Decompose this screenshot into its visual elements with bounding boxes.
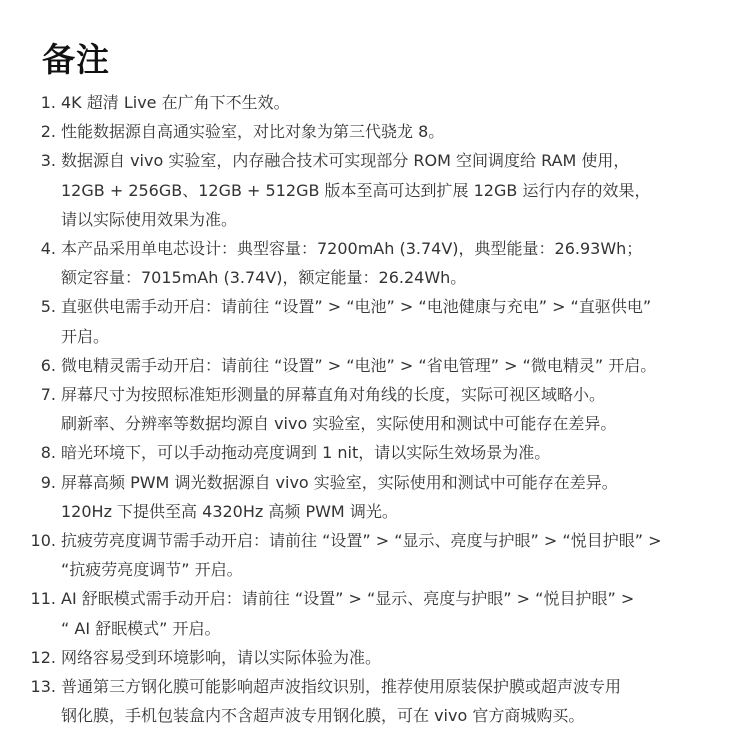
note-text-line: 微电精灵需手动开启：请前往 “设置” > “电池” > “省电管理” > “微电精灵” 开启。 (61, 355, 657, 375)
note-text-line: 4K 超清 Live 在广角下不生效。 (61, 93, 290, 112)
note-text-line: AI 舒眠模式需手动开启：请前往 “设置” > “显示、亮度与护眼” > “悦目护眼” > (61, 589, 635, 609)
note-item (0, 526, 750, 584)
note-item (0, 584, 750, 642)
note-text-line: 普通第三方钢化膜可能影响超声波指纹识别，推荐使用原装保护膜或超声波专用 (61, 677, 622, 697)
note-text-line: 网络容易受到环境影响，请以实际体验为准。 (61, 647, 382, 667)
note-number: 4. (40, 239, 56, 259)
note-text-line: “ AI 舒眠模式” 开启。 (61, 618, 221, 638)
note-text-line: 120Hz 下提供至高 4320Hz 高频 PWM 调光。 (61, 501, 398, 521)
note-text-line: 本产品采用单电芯设计：典型容量：7200mAh (3.74V)，典型能量：26.93Wh； (61, 239, 643, 259)
note-item (0, 234, 750, 292)
note-number: 11. (30, 589, 56, 609)
note-text-line: 刷新率、分辨率等数据均源自 vivo 实验室，实际使用和测试中可能存在差异。 (61, 414, 617, 434)
note-item (0, 88, 750, 117)
note-number: 5. (40, 297, 56, 317)
note-item (0, 292, 750, 350)
note-text-line: 请以实际使用效果为准。 (61, 209, 238, 229)
note-item (0, 117, 750, 146)
notes-list (0, 88, 750, 730)
note-number: 12. (30, 647, 56, 667)
note-number: 13. (30, 677, 56, 697)
note-number: 8. (40, 443, 56, 463)
note-item (0, 146, 750, 234)
note-item (0, 643, 750, 672)
note-text-line: 12GB + 256GB、12GB + 512GB 版本至高可达到扩展 12GB 运行内存的效果， (61, 180, 651, 200)
note-number: 10. (30, 531, 56, 551)
note-item (0, 468, 750, 526)
note-item (0, 380, 750, 438)
note-text-line: 抗疲劳亮度调节需手动开启：请前往 “设置” > “显示、亮度与护眼” > “悦目护眼” > (61, 531, 662, 551)
note-item (0, 672, 750, 730)
note-text-line: 开启。 (61, 326, 110, 346)
note-text-line: 数据源自 vivo 实验室，内存融合技术可实现部分 ROM 空间调度给 RAM 使用， (61, 151, 630, 171)
note-number: 9. (40, 472, 56, 492)
note-text-line: 屏幕高频 PWM 调光数据源自 vivo 实验室，实际使用和测试中可能存在差异。 (61, 472, 618, 492)
note-text-line: 性能数据源自高通实验室，对比对象为第三代骁龙 8。 (61, 122, 445, 142)
note-text-line: 钢化膜，手机包装盒内不含超声波专用钢化膜，可在 vivo 官方商城购买。 (61, 706, 585, 726)
note-text-line: 屏幕尺寸为按照标准矩形测量的屏幕直角对角线的长度，实际可视区域略小。 (61, 385, 606, 405)
note-number: 7. (40, 385, 56, 405)
note-number: 1. (40, 93, 56, 112)
note-number: 6. (40, 355, 56, 375)
note-text-line: 暗光环境下，可以手动拖动亮度调到 1 nit，请以实际生效场景为准。 (61, 443, 551, 463)
note-item (0, 351, 750, 380)
note-text-line: 额定容量：7015mAh (3.74V)，额定能量：26.24Wh。 (61, 268, 467, 288)
page-title: 备注 (42, 40, 110, 80)
note-item (0, 438, 750, 467)
note-number: 2. (40, 122, 56, 142)
note-text-line: 直驱供电需手动开启：请前往 “设置” > “电池” > “电池健康与充电” > “直驱供电” (61, 297, 652, 317)
note-number: 3. (40, 151, 56, 171)
note-text-line: “抗疲劳亮度调节” 开启。 (61, 560, 243, 580)
